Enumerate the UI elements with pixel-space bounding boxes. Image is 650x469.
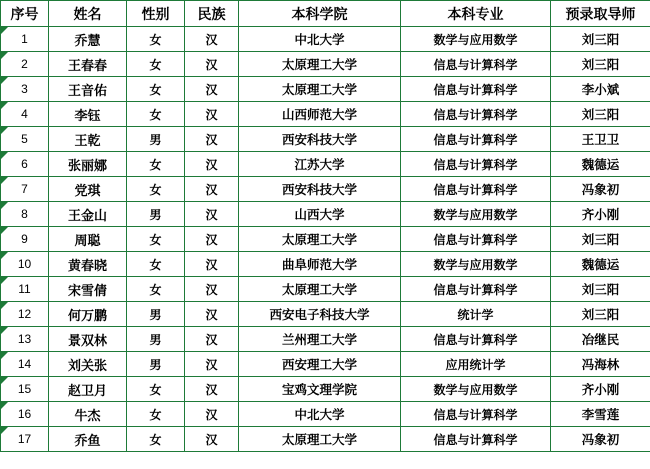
cell-ethnicity: 汉 [185,327,239,352]
cell-name: 乔鱼 [49,427,127,452]
cell-advisor: 李雪莲 [551,402,650,427]
table-row [1,302,650,327]
cell-name: 刘关张 [49,352,127,377]
table-row [1,77,650,102]
column-header-name: 姓名 [49,1,127,27]
table-row [1,52,650,77]
cell-major: 信息与计算科学 [401,77,551,102]
table-row [1,402,650,427]
cell-school: 太原理工大学 [239,227,401,252]
cell-advisor: 刘三阳 [551,227,650,252]
cell-major: 信息与计算科学 [401,427,551,452]
cell-index: 13 [1,327,49,352]
column-header-advisor: 预录取导师 [551,1,650,27]
cell-major: 数学与应用数学 [401,27,551,52]
cell-advisor: 王卫卫 [551,127,650,152]
cell-ethnicity: 汉 [185,277,239,302]
table-body [1,27,650,452]
cell-major: 信息与计算科学 [401,402,551,427]
cell-school: 江苏大学 [239,152,401,177]
cell-ethnicity: 汉 [185,402,239,427]
cell-school: 宝鸡文理学院 [239,377,401,402]
table-row [1,377,650,402]
cell-school: 中北大学 [239,27,401,52]
cell-index: 16 [1,402,49,427]
cell-school: 西安理工大学 [239,352,401,377]
cell-school: 西安科技大学 [239,127,401,152]
cell-advisor: 李小斌 [551,77,650,102]
cell-index: 15 [1,377,49,402]
cell-school: 兰州理工大学 [239,327,401,352]
cell-name: 乔慧 [49,27,127,52]
cell-gender: 女 [127,277,185,302]
cell-ethnicity: 汉 [185,427,239,452]
cell-gender: 女 [127,402,185,427]
cell-major: 应用统计学 [401,352,551,377]
cell-gender: 女 [127,427,185,452]
cell-gender: 女 [127,377,185,402]
cell-advisor: 齐小刚 [551,202,650,227]
cell-name: 牛杰 [49,402,127,427]
cell-name: 何万鹏 [49,302,127,327]
cell-name: 黄春晓 [49,252,127,277]
cell-school: 太原理工大学 [239,427,401,452]
cell-major: 信息与计算科学 [401,102,551,127]
cell-ethnicity: 汉 [185,152,239,177]
table-row [1,277,650,302]
cell-index: 12 [1,302,49,327]
cell-ethnicity: 汉 [185,27,239,52]
table-row [1,202,650,227]
cell-advisor: 刘三阳 [551,27,650,52]
cell-advisor: 魏德运 [551,152,650,177]
cell-ethnicity: 汉 [185,77,239,102]
cell-school: 西安科技大学 [239,177,401,202]
column-header-ethnicity: 民族 [185,1,239,27]
cell-index: 4 [1,102,49,127]
cell-school: 中北大学 [239,402,401,427]
column-header-gender: 性别 [127,1,185,27]
cell-school: 山西师范大学 [239,102,401,127]
table-row [1,27,650,52]
cell-gender: 女 [127,52,185,77]
cell-gender: 男 [127,127,185,152]
cell-index: 5 [1,127,49,152]
cell-school: 太原理工大学 [239,277,401,302]
cell-major: 信息与计算科学 [401,177,551,202]
table-row [1,102,650,127]
cell-gender: 女 [127,252,185,277]
cell-ethnicity: 汉 [185,302,239,327]
table-header [1,1,650,27]
cell-advisor: 刘三阳 [551,52,650,77]
cell-index: 8 [1,202,49,227]
table-row [1,227,650,252]
cell-advisor: 冯海林 [551,352,650,377]
table-row [1,152,650,177]
table-row [1,252,650,277]
cell-advisor: 齐小刚 [551,377,650,402]
cell-ethnicity: 汉 [185,252,239,277]
cell-index: 14 [1,352,49,377]
cell-advisor: 刘三阳 [551,277,650,302]
cell-name: 张丽娜 [49,152,127,177]
cell-advisor: 冯象初 [551,427,650,452]
cell-gender: 女 [127,152,185,177]
cell-school: 太原理工大学 [239,52,401,77]
cell-name: 宋雪倩 [49,277,127,302]
cell-index: 11 [1,277,49,302]
cell-ethnicity: 汉 [185,127,239,152]
cell-major: 信息与计算科学 [401,327,551,352]
cell-index: 10 [1,252,49,277]
cell-advisor: 刘三阳 [551,302,650,327]
table-header-row [1,1,650,27]
cell-gender: 女 [127,227,185,252]
cell-index: 1 [1,27,49,52]
cell-major: 数学与应用数学 [401,202,551,227]
cell-major: 信息与计算科学 [401,152,551,177]
cell-gender: 男 [127,202,185,227]
cell-school: 西安电子科技大学 [239,302,401,327]
table-row [1,177,650,202]
cell-major: 信息与计算科学 [401,127,551,152]
cell-ethnicity: 汉 [185,202,239,227]
cell-major: 数学与应用数学 [401,252,551,277]
cell-major: 数学与应用数学 [401,377,551,402]
cell-ethnicity: 汉 [185,102,239,127]
cell-gender: 女 [127,27,185,52]
cell-advisor: 魏德运 [551,252,650,277]
cell-index: 9 [1,227,49,252]
cell-school: 山西大学 [239,202,401,227]
cell-name: 赵卫月 [49,377,127,402]
cell-name: 李钰 [49,102,127,127]
cell-ethnicity: 汉 [185,227,239,252]
table-row [1,427,650,452]
cell-gender: 女 [127,77,185,102]
table-row [1,127,650,152]
cell-name: 王乾 [49,127,127,152]
cell-ethnicity: 汉 [185,377,239,402]
column-header-index: 序号 [1,1,49,27]
cell-major: 信息与计算科学 [401,52,551,77]
cell-advisor: 冯象初 [551,177,650,202]
cell-index: 7 [1,177,49,202]
cell-index: 6 [1,152,49,177]
cell-index: 3 [1,77,49,102]
cell-name: 党琪 [49,177,127,202]
cell-gender: 男 [127,352,185,377]
cell-advisor: 刘三阳 [551,102,650,127]
cell-name: 王音佑 [49,77,127,102]
cell-ethnicity: 汉 [185,52,239,77]
cell-gender: 男 [127,302,185,327]
table-row [1,352,650,377]
cell-gender: 女 [127,177,185,202]
column-header-undergraduate-major: 本科专业 [401,1,551,27]
cell-gender: 男 [127,327,185,352]
cell-school: 太原理工大学 [239,77,401,102]
cell-name: 景双林 [49,327,127,352]
cell-ethnicity: 汉 [185,177,239,202]
cell-school: 曲阜师范大学 [239,252,401,277]
cell-name: 王春春 [49,52,127,77]
cell-index: 2 [1,52,49,77]
cell-major: 信息与计算科学 [401,227,551,252]
column-header-undergraduate-school: 本科学院 [239,1,401,27]
cell-name: 周聪 [49,227,127,252]
cell-major: 统计学 [401,302,551,327]
cell-index: 17 [1,427,49,452]
table-row [1,327,650,352]
cell-advisor: 冶继民 [551,327,650,352]
cell-major: 信息与计算科学 [401,277,551,302]
cell-ethnicity: 汉 [185,352,239,377]
cell-gender: 女 [127,102,185,127]
cell-name: 王金山 [49,202,127,227]
